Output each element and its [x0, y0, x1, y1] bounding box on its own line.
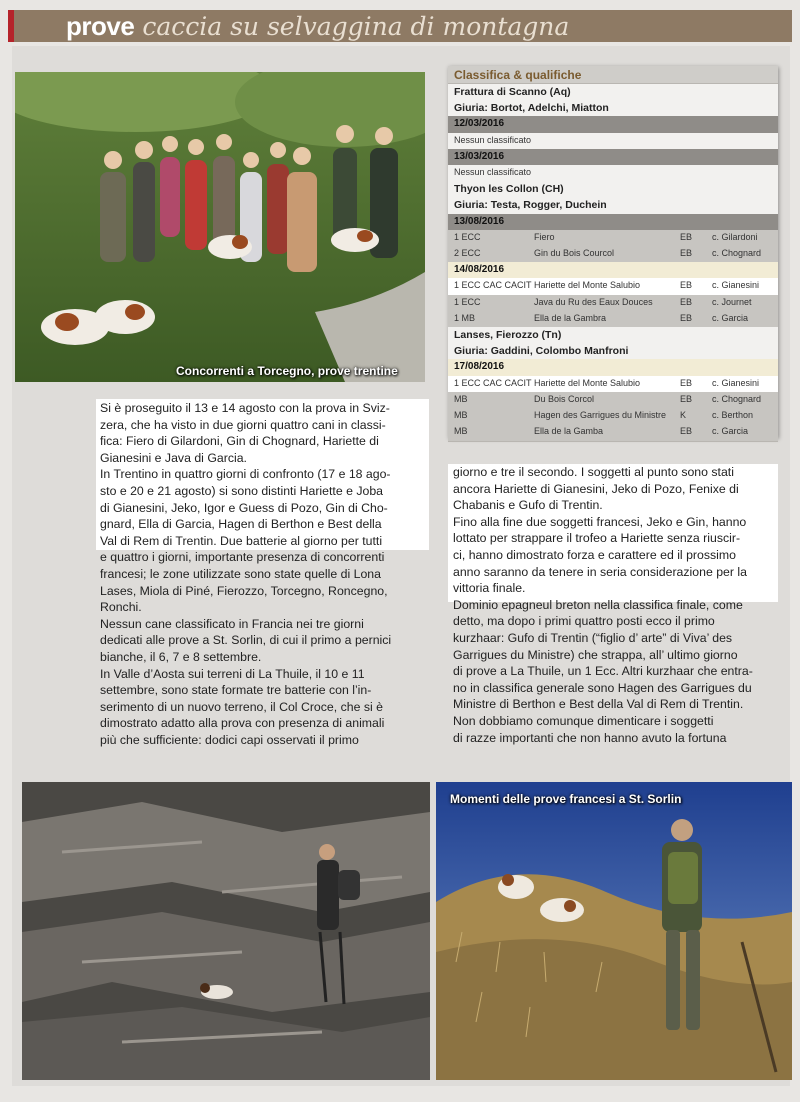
breed: EB	[680, 231, 693, 242]
photo-group-torcegno	[15, 72, 425, 382]
owner: c. Gilardoni	[712, 231, 758, 242]
section-subtitle: caccia su selvaggina di montagna	[142, 11, 570, 41]
results-row-label: Nessun classificato	[454, 167, 532, 177]
text-line: francesi; le zone utilizzate sono state quelle di Lona	[100, 566, 381, 581]
text-line: Ronchi.	[100, 600, 142, 615]
results-row-label: 13/03/2016	[454, 150, 505, 162]
text-line: Val di Rem di Trentin. Due batterie al giorno per tutti	[100, 533, 383, 548]
section-name: prove	[66, 10, 135, 41]
dog-name: Du Bois Corcol	[534, 393, 595, 404]
owner: c. Journet	[712, 296, 752, 307]
text-line: Lases, Miola di Piné, Fierozzo, Torcegno, Roncegno,	[100, 583, 388, 598]
text-line: di razze importanti che non hanno avuto la fortuna	[453, 730, 727, 745]
owner: c. Chognard	[712, 393, 762, 404]
text-line: sto e 20 e 21 agosto) si sono distinti Hariette e Joba	[100, 483, 383, 498]
text-line: dimostrato adatto alla prova con presenza di animali	[100, 716, 385, 731]
text-line: In Trentino in quattro giorni di confronto (17 e 18 ago-	[100, 467, 391, 482]
results-title: Classifica & qualifiche	[454, 68, 582, 82]
results-row-label: Nessun classificato	[454, 134, 532, 145]
text-line: ci, hanno dimostrato forza e carattere ed il prossimo	[453, 547, 736, 562]
qualification: 1 ECC CAC CACIT	[454, 377, 532, 388]
header-accent-bar	[8, 10, 14, 42]
text-line: kurzhaar: Gufo di Trentin (“figlio d’ arte” di Viva’ des	[453, 630, 733, 645]
dog-name: Hariette del Monte Salubio	[534, 280, 641, 291]
text-line: Fino alla fine due soggetti francesi, Jeko e Gin, hanno	[453, 514, 747, 529]
qualification: 1 ECC	[454, 231, 481, 242]
dog-name: Gin du Bois Courcol	[534, 248, 615, 258]
owner: c. Gianesini	[712, 377, 760, 388]
qualification: 2 ECC	[454, 248, 481, 258]
text-line: In Valle d’Aosta sui terreni di La Thuile, il 10 e 11	[100, 666, 365, 681]
results-row-label: 12/03/2016	[454, 118, 505, 130]
text-line: bianche, il 6, 7 e 8 settembre.	[100, 649, 262, 664]
text-line: zera, che ha visto in due giorni quattro cani in classi-	[100, 417, 386, 432]
text-line: giorno e tre il secondo. I soggetti al punto sono stati	[453, 465, 734, 479]
owner: c. Berthon	[712, 410, 754, 420]
breed: EB	[680, 296, 693, 307]
section-header	[8, 10, 792, 42]
dog-name: Ella de la Gambra	[534, 312, 607, 323]
results-row-label: Giuria: Bortot, Adelchi, Miatton	[454, 102, 609, 115]
text-line: anno saranno da tenere in seria considerazione per la	[453, 564, 747, 579]
text-line: Nessun cane classificato in Francia nei tre giorni	[100, 616, 364, 631]
text-line: Ministre di Berthon e Best della Val di Rem di Trentin.	[453, 697, 744, 712]
results-title-row	[448, 66, 778, 84]
results-row-label: Lanses, Fierozzo (Tn)	[454, 329, 562, 341]
photo-st-sorlin	[436, 782, 792, 1080]
text-line: lottato per strappare il trofeo a Hariette senza riuscir-	[453, 531, 741, 546]
breed: EB	[680, 377, 693, 388]
results-row-label: 17/08/2016	[454, 361, 505, 373]
text-line: ancora Hariette di Gianesini, Jeko di Pozo, Fenixe di	[453, 481, 739, 496]
dog-name: Ella de la Gamba	[534, 426, 604, 437]
results-row-label: 13/08/2016	[454, 215, 505, 227]
breed: EB	[680, 393, 693, 404]
text-line: detto, ma dopo i primi quattro posti ecco il primo	[453, 614, 715, 629]
text-line: serimento di un nuovo terreno, il Col Croce, che si è	[100, 699, 383, 714]
article-column-right	[453, 464, 753, 746]
qualification: 1 ECC CAC CACIT	[454, 280, 532, 291]
qualification: MB	[454, 393, 468, 404]
results-row	[448, 424, 778, 442]
text-line: Dominio epagneul breton nella classifica finale, come	[453, 597, 743, 612]
text-line: di Gianesini, Jeko, Igor e Guess di Pozo, Gin di Cho-	[100, 500, 388, 515]
text-line: di prove a La Thuile, un 1 Ecc. Altri kurzhaar che entra-	[453, 664, 753, 679]
results-row-label: Frattura di Scanno (Aq)	[454, 86, 571, 98]
dog-name: Hagen des Garrigues du Ministre	[534, 410, 667, 420]
dog-name: Hariette del Monte Salubio	[534, 377, 641, 388]
text-line: e quattro i giorni, importante presenza di concorrenti	[100, 550, 385, 565]
owner: c. Garcia	[712, 312, 749, 323]
text-line: Chabanis e Gufo di Trentin.	[453, 498, 603, 513]
text-line: Non dobbiamo comunque dimenticare i soggetti	[453, 713, 714, 728]
text-line: settembre, sono state formate tre batterie con l’in-	[100, 683, 372, 698]
qualification: MB	[454, 426, 468, 437]
text-line: Garrigues du Ministre) che strappa, all’ ultimo giorno	[453, 647, 738, 662]
dog-name: Java du Ru des Eaux Douces	[534, 296, 653, 307]
results-row-label: 14/08/2016	[454, 264, 505, 276]
qualification: 1 MB	[454, 312, 476, 323]
results-row-label: Thyon les Collon (CH)	[454, 183, 564, 196]
article-column-left	[100, 400, 391, 748]
text-line: Gianesini e Java di Garcia.	[100, 450, 247, 465]
text-line: più che sufficiente: dodici capi osservati il primo	[100, 732, 359, 747]
text-line: Si è proseguito il 13 e 14 agosto con la prova in Sviz-	[100, 401, 390, 415]
breed: K	[680, 410, 687, 420]
breed: EB	[680, 426, 693, 437]
results-row-label: Giuria: Testa, Rogger, Duchein	[454, 199, 607, 212]
owner: c. Gianesini	[712, 280, 760, 291]
text-line: dedicati alle prove a St. Sorlin, di cui il primo a pernici	[100, 633, 392, 648]
photo-rocky-slope	[22, 782, 430, 1080]
breed: EB	[680, 312, 693, 323]
owner: c. Chognard	[712, 248, 762, 258]
qualification: MB	[454, 410, 468, 420]
breed: EB	[680, 280, 693, 291]
results-row-label: Giuria: Gaddini, Colombo Manfroni	[454, 345, 629, 358]
photo-caption-bottom: Momenti delle prove francesi a St. Sorlin	[450, 792, 682, 806]
qualification: 1 ECC	[454, 296, 481, 307]
text-line: gnard, Ella di Garcia, Hagen di Berthon e Best della	[100, 517, 382, 532]
breed: EB	[680, 248, 693, 258]
text-line: vittoria finale.	[453, 581, 526, 596]
photo-caption-top: Concorrenti a Torcegno, prove trentine	[176, 364, 398, 378]
text-line: fica: Fiero di Gilardoni, Gin di Chognard, Hariette di	[100, 434, 379, 449]
results-table	[448, 66, 778, 438]
owner: c. Garcia	[712, 426, 749, 437]
text-line: no in classifica generale sono Hagen des Garrigues du	[453, 680, 752, 695]
dog-name: Fiero	[534, 231, 555, 242]
